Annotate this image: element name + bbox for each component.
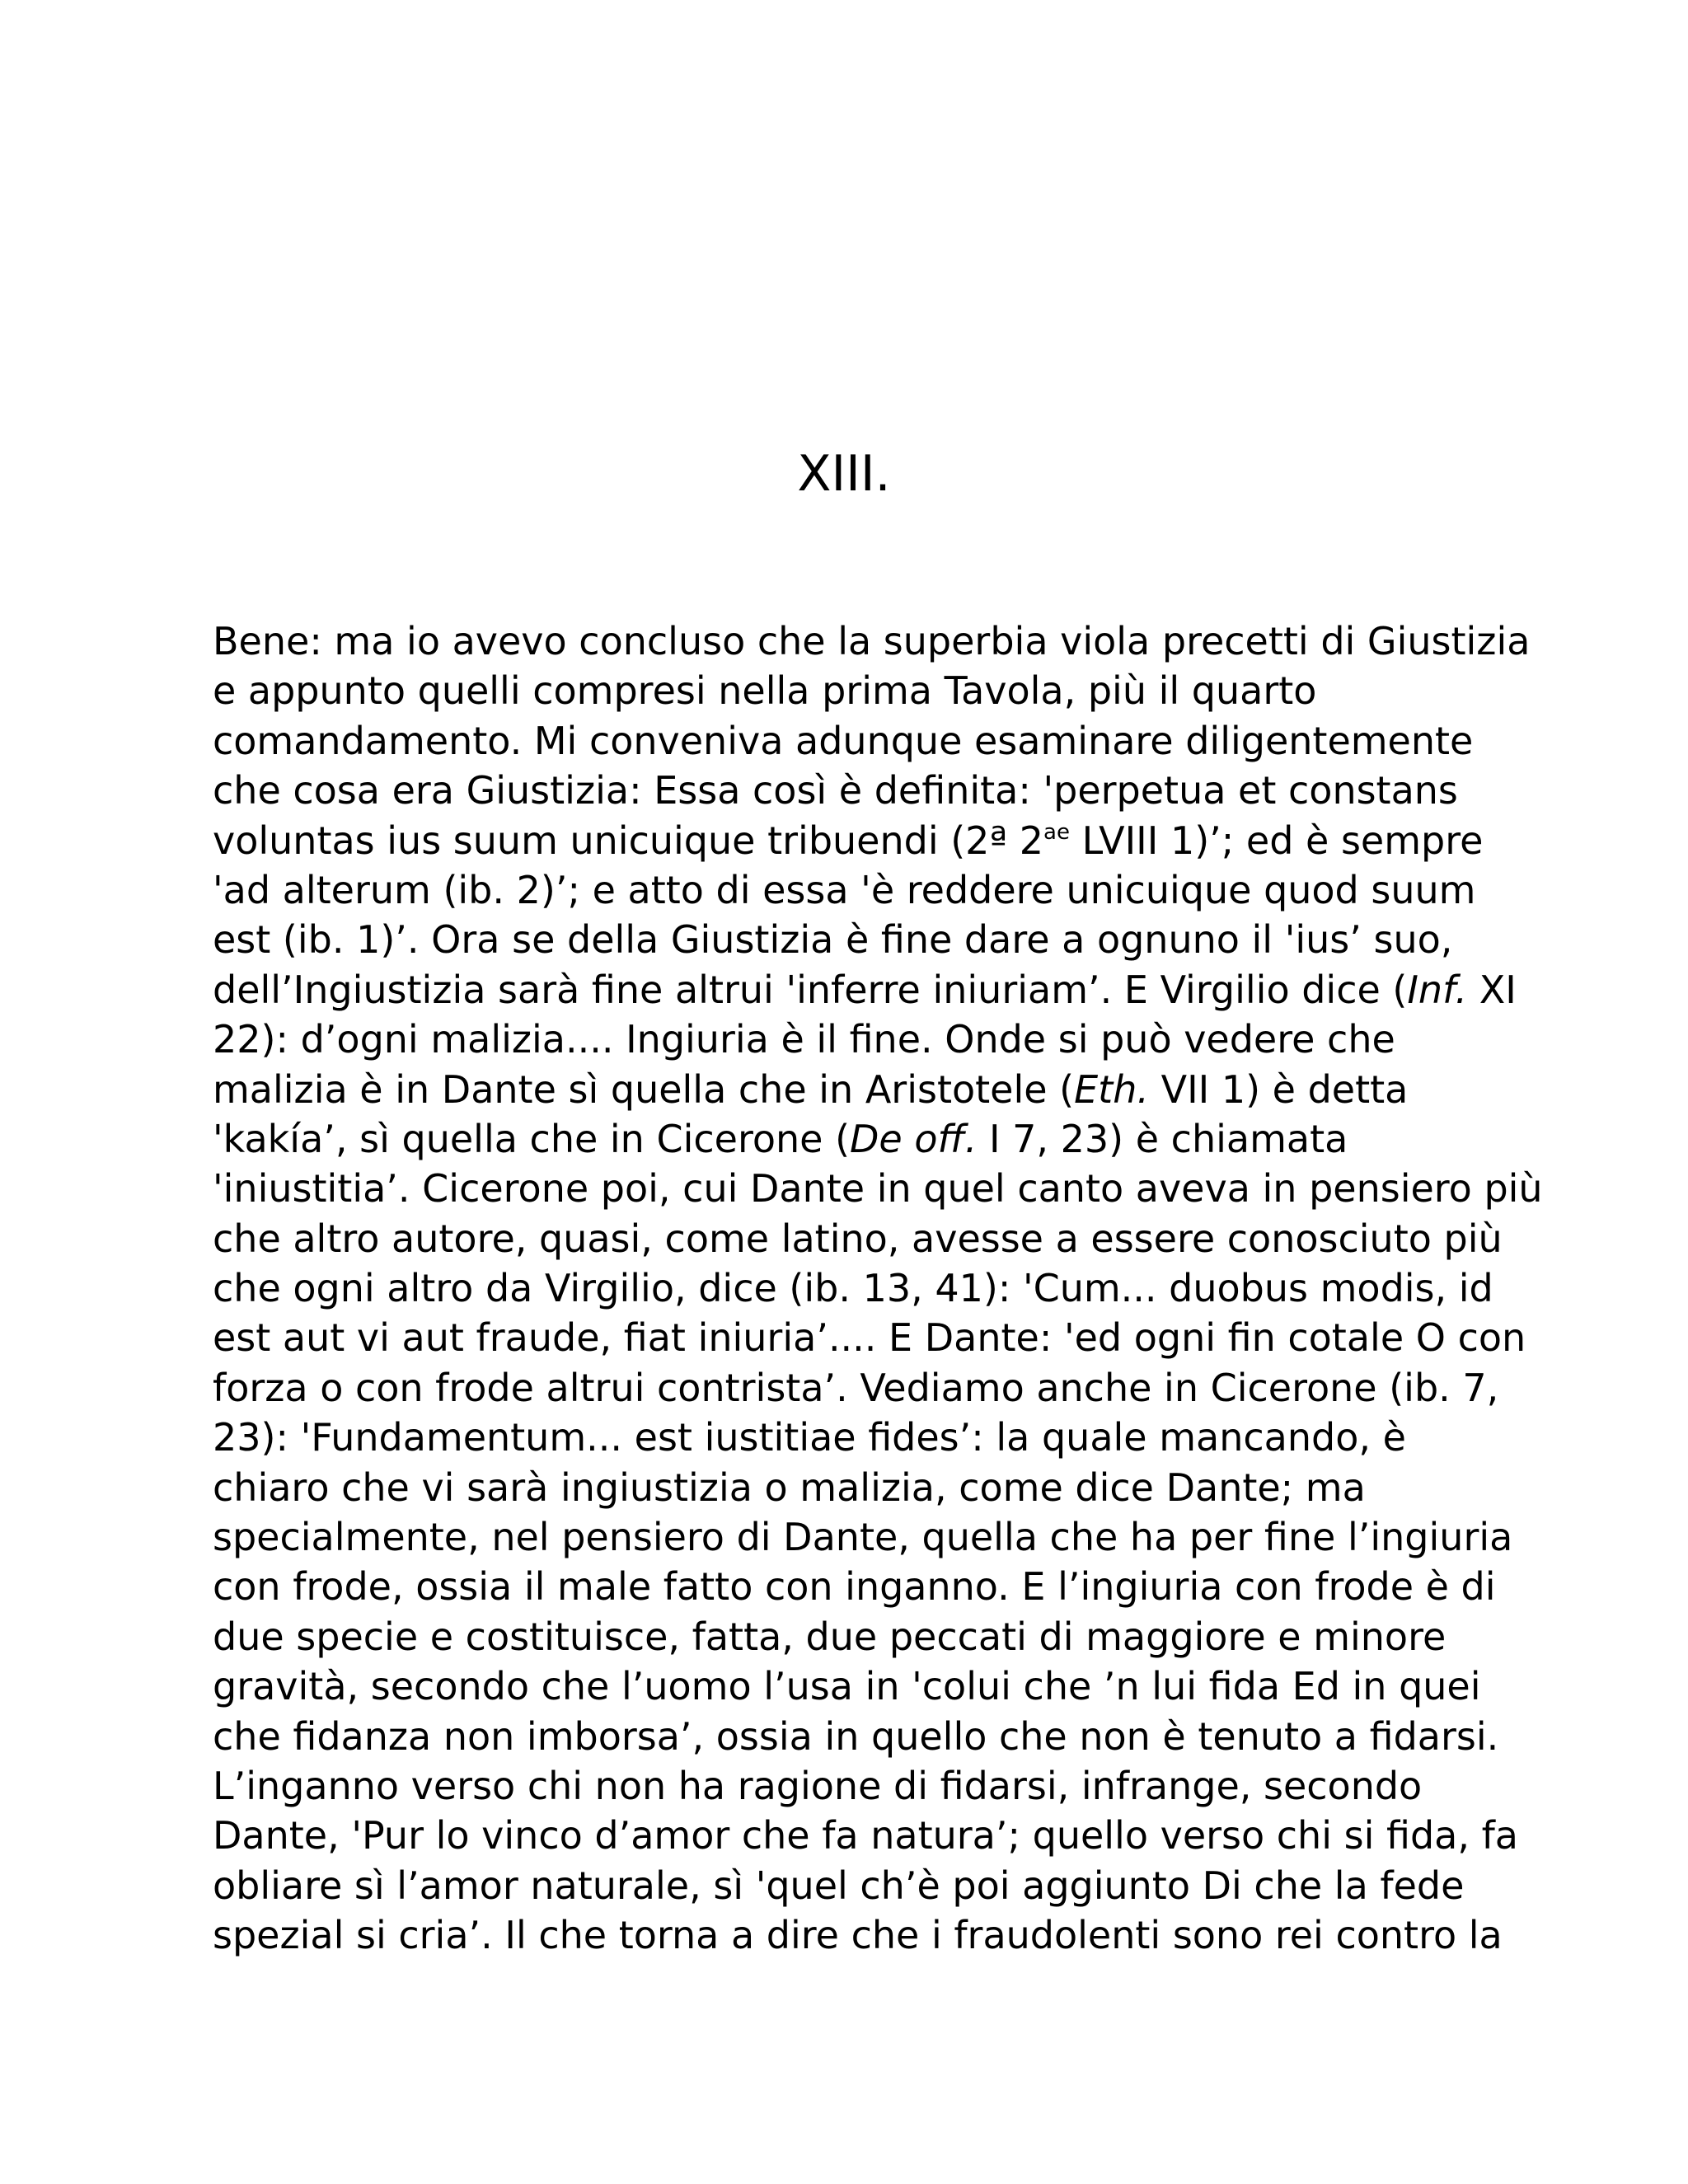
text-line: [213, 1463, 1531, 1512]
text-segment: comandamento. Mi conveniva adunque esaminare diligentemente: [213, 718, 1474, 763]
text-line: [213, 1313, 1531, 1362]
text-line: [213, 1761, 1531, 1811]
text-line: [213, 1512, 1531, 1562]
text-line: [213, 1861, 1531, 1910]
text-segment: e appunto quelli compresi nella prima Tavola, più il quarto: [213, 668, 1317, 714]
text-segment: che cosa era Giustizia: Essa così è definita: 'perpetua et constans: [213, 768, 1458, 813]
text-segment: forza o con frode altrui contrista’. Vediamo anche in Cicerone (ib. 7,: [213, 1365, 1499, 1410]
text-segment: est (ib. 1)’. Ora se della Giustizia è fine dare a ognuno il 'ius’ suo,: [213, 917, 1453, 963]
text-line: [213, 1661, 1531, 1711]
text-line: [213, 816, 1531, 865]
text-line: [213, 1811, 1531, 1860]
text-segment: 22): d’ogni malizia.... Ingiuria è il fine. Onde si può vedere che: [213, 1017, 1395, 1062]
text-line: [213, 1612, 1531, 1661]
italic-citation: Inf.: [1407, 967, 1468, 1012]
text-line: [213, 1363, 1531, 1413]
text-segment: 'kakía’, sì quella che in Cicerone (: [213, 1116, 851, 1161]
text-segment: obliare sì l’amor naturale, sì 'quel ch’è poi aggiunto Di che la fede: [213, 1863, 1465, 1908]
text-segment: 23): 'Fundamentum... est iustitiae fides’: la quale mancando, è: [213, 1415, 1406, 1460]
text-segment: L’inganno verso chi non ha ragione di fidarsi, infrange, secondo: [213, 1763, 1423, 1808]
text-line: [213, 1263, 1531, 1313]
text-line: [213, 666, 1531, 715]
italic-citation: Eth.: [1074, 1066, 1149, 1112]
text-line: [213, 865, 1531, 915]
text-segment: chiaro che vi sarà ingiustizia o malizia, come dice Dante; ma: [213, 1465, 1366, 1510]
text-line: [213, 1214, 1531, 1263]
text-line: [213, 766, 1531, 815]
text-segment: specialmente, nel pensiero di Dante, quella che ha per fine l’ingiuria: [213, 1515, 1513, 1560]
text-segment: che altro autore, quasi, come latino, avesse a essere conosciuto più: [213, 1216, 1503, 1261]
text-segment: due specie e costituisce, fatta, due peccati di maggiore e minore: [213, 1614, 1447, 1659]
text-line: [213, 1015, 1531, 1064]
text-segment: I 7, 23) è chiamata: [977, 1116, 1348, 1161]
text-segment: malizia è in Dante sì quella che in Aristotele (: [213, 1066, 1075, 1112]
text-line: [213, 1114, 1531, 1164]
text-segment: che ogni altro da Virgilio, dice (ib. 13, 41): 'Cum... duobus modis, id: [213, 1266, 1493, 1311]
text-segment: 'ad alterum (ib. 2)’; e atto di essa 'è reddere unicuique quod suum: [213, 867, 1476, 912]
text-segment: voluntas ius suum unicuique tribuendi (2ª 2: [213, 818, 1044, 863]
text-line: [213, 915, 1531, 964]
text-segment: est aut vi aut fraude, fiat iniuria’.... E Dante: 'ed ogni fin cotale O con: [213, 1315, 1526, 1361]
text-line: [213, 1413, 1531, 1462]
text-line: [213, 1562, 1531, 1611]
text-segment: XI: [1467, 967, 1517, 1012]
text-segment: che fidanza non imborsa’, ossia in quello che non è tenuto a fidarsi.: [213, 1713, 1499, 1759]
text-line: [213, 616, 1531, 666]
body-paragraph: [213, 616, 1543, 1961]
text-segment: 'iniustitia’. Cicerone poi, cui Dante in quel canto aveva in pensiero più: [213, 1166, 1543, 1212]
text-segment: spezial si cria’. Il che torna a dire che i fraudolenti sono rei contro la: [213, 1913, 1503, 1958]
text-line: [213, 1712, 1531, 1761]
italic-citation: De off.: [850, 1116, 978, 1161]
text-segment: Bene: ma io avevo concluso che la superbia viola precetti di Giustizia: [213, 619, 1531, 663]
text-line: [213, 716, 1531, 766]
text-segment: dell’Ingiustizia sarà fine altrui 'inferre iniuriam’. E Virgilio dice (: [213, 967, 1408, 1012]
chapter-heading: XIII.: [797, 445, 891, 503]
text-line: [213, 1910, 1531, 1960]
text-segment: Dante, 'Pur lo vinco d’amor che fa natura’; quello verso chi si fida, fa: [213, 1813, 1518, 1858]
text-line: [213, 1065, 1531, 1114]
text-segment: VII 1) è detta: [1149, 1066, 1409, 1112]
text-line: [213, 965, 1531, 1015]
text-segment: gravità, secondo che l’uomo l’usa in 'colui che ’n lui fida Ed in quei: [213, 1664, 1481, 1709]
text-line: [213, 1164, 1543, 1213]
text-segment: LVIII 1)’; ed è sempre: [1069, 818, 1484, 863]
superscript-text: ae: [1043, 819, 1070, 845]
text-segment: con frode, ossia il male fatto con inganno. E l’ingiuria con frode è di: [213, 1564, 1496, 1610]
